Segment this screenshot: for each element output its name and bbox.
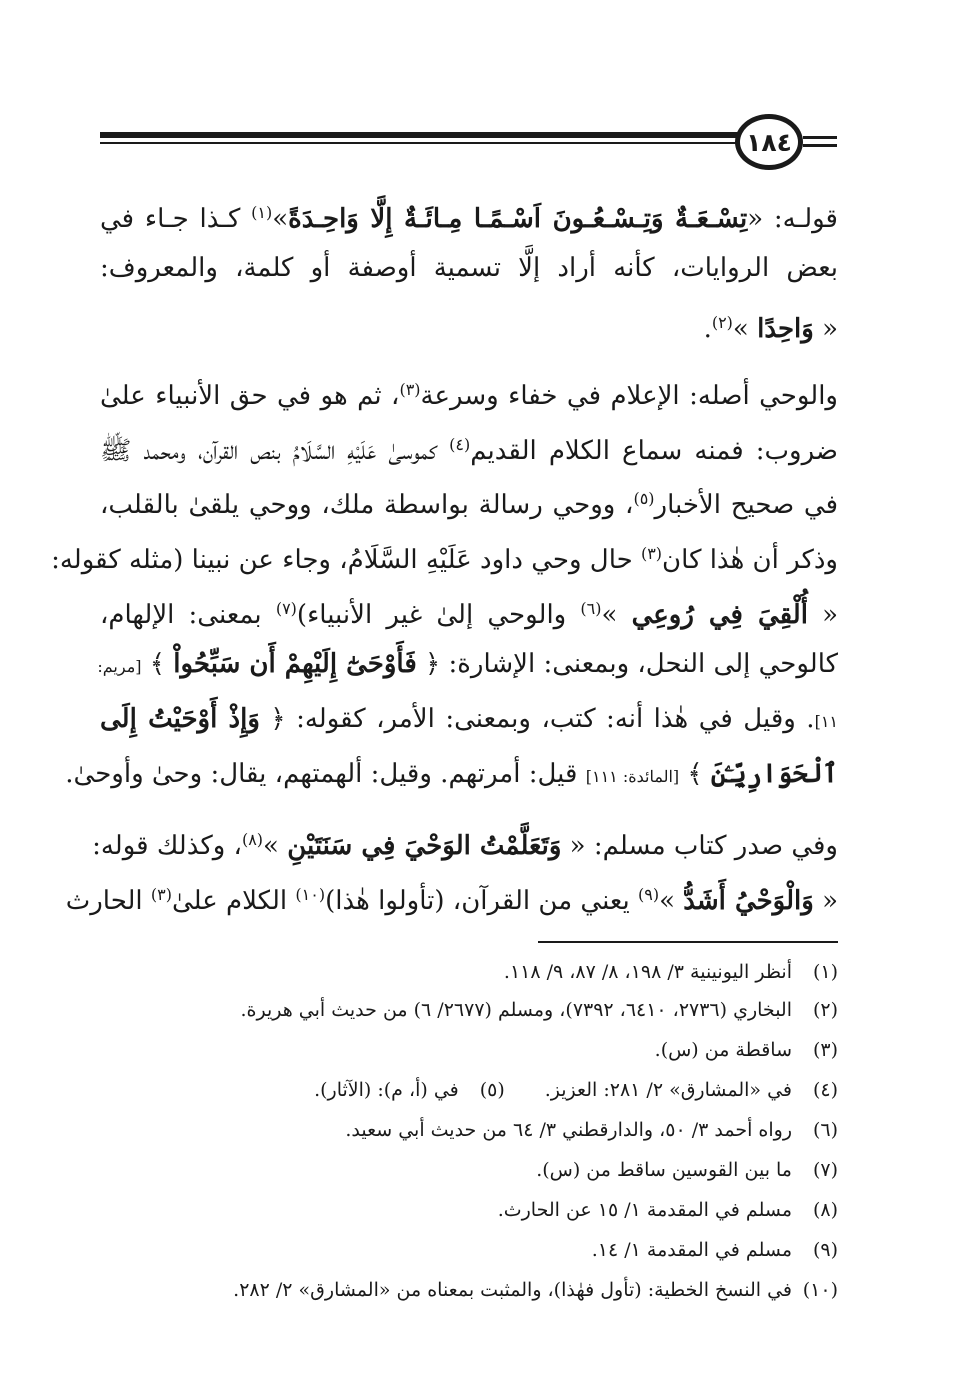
text-run: كموسىٰ عَلَيْهِ السَّلَامُ بنص القرآن، ومحمد ﷺ [100,436,450,466]
footnote-text: في «المشارق» ٢/ ٢٨١: العزيز. [544,1079,792,1101]
page-number: ١٨٤ [746,127,792,157]
text-run: » [272,204,289,234]
footnote-ref: (١٠) [295,885,326,904]
text-run: ﴾ [141,649,174,679]
footnote [314,1070,838,1110]
quoted-text: ٱلْحَوَارِيِّـۧنَ [710,759,838,789]
footnote-ref: (٣) [150,885,172,904]
text-run: بمعنى: الإلهام، [100,600,276,630]
text-run: ، ووحي رسالة بواسطة ملك، ووحي يلقىٰ بالقلب، [100,490,634,520]
footnote-number: (٩) [812,1239,838,1261]
text-run: ، ثم هو في حق الأنبياء علىٰ [100,381,400,411]
text-line [100,188,838,238]
footnote-ref: (٣) [399,380,421,399]
quran-citation: [مريم: [97,657,142,676]
quoted-text: فَأَوْحَىٰٓ إِلَيْهِمْ أَن سَبِّحُواْ [173,649,417,679]
footnote-ref: (٥) [633,489,655,508]
text-run: وذكر أن هٰذا كان [662,545,838,575]
footnote-text: في (أ، م): (الآثار). [314,1079,459,1101]
text-line [100,420,838,470]
text-run: الحارث [65,886,151,916]
footnote-ref: (١) [251,203,273,222]
text-run: . [703,314,712,344]
footnote-ref: (٦) [580,599,602,618]
footnote [504,952,838,992]
footnote-text: البخاري (٢٧٣٦، ٦٤١٠، ٧٣٩٢)، ومسلم (٢٦٧٧/ ٦) من حديث أبي هريرة. [240,999,792,1021]
footnote-number: (٨) [812,1199,838,1221]
footnote-number: (٥) [479,1079,505,1101]
footnote [345,1110,838,1150]
text-run: « [807,600,839,630]
quoted-text: وَتَعَلَّمْتُ الوَحْيَ فِي سَنَتَيْنِ [287,831,562,861]
footnote-ref: (٩) [637,885,660,904]
footnotes [100,952,838,1352]
quoted-text: وَاحِدًا [757,314,814,344]
footnote [655,1030,838,1070]
text-run: وفي صدر كتاب مسلم: « [561,831,838,861]
footnote [536,1150,838,1190]
text-line [100,694,838,744]
text-line [65,749,838,799]
footnote-number: (٧) [812,1159,838,1181]
text-run: بعض الروايات، كأنه أراد إلَّا تسمية أوصفة أو كلمة، والمعروف: [100,253,838,283]
footnote-text: أنظر اليونينية ٣/ ١٩٨، ٨/ ٨٧، ٩/ ١١٨. [503,961,792,983]
text-line [65,870,838,920]
text-run: والوحي أصله: الإعلام في خفاء وسرعة [420,381,838,411]
quoted-text: وَإِذْ أَوْحَيْتُ إِلَى [100,704,260,734]
footnote-text: مسلم في المقدمة ١/ ١٥ عن الحارث. [497,1199,792,1221]
main-text [51,0,839,916]
text-run: في صحيح الأخبار [654,490,838,520]
quran-citation: [المائدة: ١١١] [585,767,680,786]
text-line [100,365,838,415]
text-run: « [813,886,838,916]
text-run: » [263,831,288,861]
footnote-text: ما بين القوسين ساقط من (س). [536,1159,792,1181]
text-line [100,243,838,293]
text-line [51,529,838,579]
text-line [100,584,838,634]
text-run: كالوحي إلى النحل، وبمعنى: الإشارة: ﴿ [416,649,838,679]
text-run: حال وحي داود عَلَيْهِ السَّلَامُ، وجاء عن نبينا (مثله كقوله: [51,545,641,575]
footnote-ref: (٢) [711,313,733,332]
text-line [97,639,838,689]
text-run: « [813,314,838,344]
footnote-number: (٢) [812,999,838,1021]
quran-citation: ١١] [814,712,838,731]
footnote-ref: (٧) [275,599,297,618]
text-run: ضروب: فمنه سماع الكلام القديم [470,436,838,466]
footnote-text: في النسخ الخطية: (تأول فهٰذا)، والمثبت بمعناه من «المشارق» ٢/ ٢٨٢. [233,1279,792,1301]
text-line [92,815,838,865]
text-run: » [601,600,632,630]
footnote-ref: (٣) [640,544,663,563]
footnote-number: (٣) [812,1039,838,1061]
text-run: . وقيل في هٰذا أنه: كتب، وبمعنى: الأمر، كقوله: ﴿ [259,704,815,734]
text-line [100,474,838,524]
footnote-ref: (٤) [449,435,471,454]
footnote-text: ساقطة من (س). [654,1039,792,1061]
text-run: ﴾ [679,759,711,789]
text-run: ، وكذلك قوله: [92,831,242,861]
footnote-divider [538,941,838,943]
quoted-text: تِسْـعَـةٌ وَتِـسْـعُـونَ اَسْـمًـا مِـائَـةٌ إِلَّا وَاحِـدَةً [288,204,748,234]
footnote [233,1270,838,1310]
footnote [498,1190,838,1230]
quoted-text: أُلْقِيَ فِي رُوعِي [631,600,808,630]
text-run: يعني من القرآن، (تأولوا هٰذا) [325,886,638,916]
footnote-number: (١) [812,961,838,983]
footnote-number: (٤) [812,1079,838,1101]
footnote [592,1230,838,1270]
quoted-text: وَالْوَحْيُ أَشَدُّ [683,886,814,916]
text-run: قيل: أمرتهم. وقيل: ألهمتهم، يقال: وحىٰ وأوحىٰ. [65,759,586,789]
footnote-number: (٦) [812,1119,838,1141]
text-run: » [732,314,758,344]
text-run: والوحي إلىٰ غير الأنبياء) [296,600,581,630]
text-run: الكلام علىٰ [171,886,296,916]
text-run: قولـه: « [747,204,838,234]
footnote-number: (١٠) [802,1279,838,1301]
text-run: كـذا جـاء في [100,204,252,234]
footnote-text: رواه أحمد ٣/ ٥٠، والدارقطني ٣/ ٦٤ من حديث أبي سعيد. [345,1119,792,1141]
text-run: » [659,886,684,916]
text-line [100,298,838,348]
footnote [240,990,838,1030]
footnote-ref: (٨) [241,830,264,849]
footnote-text: مسلم في المقدمة ١/ ١٤. [591,1239,792,1261]
